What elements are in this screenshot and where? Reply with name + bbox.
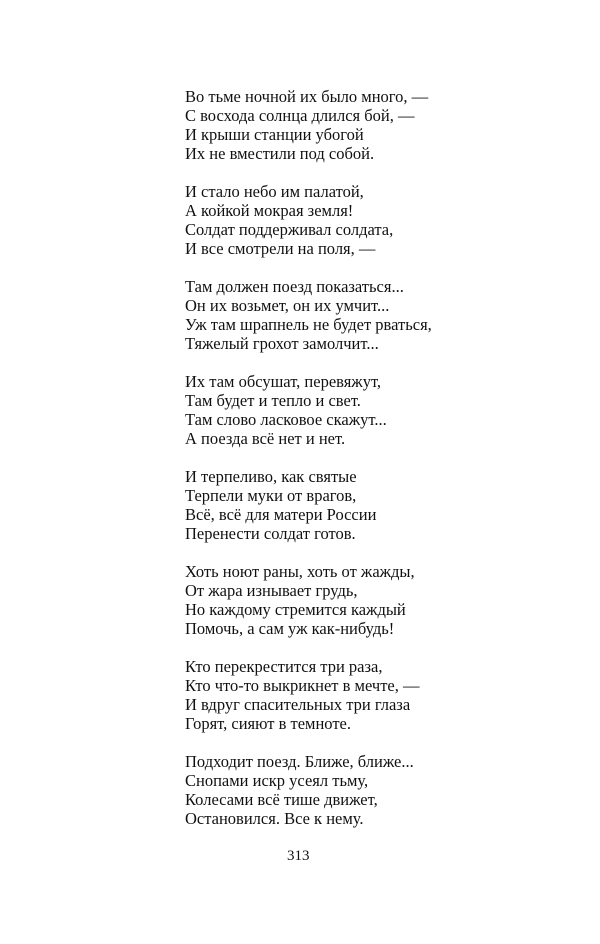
stanza [185,87,432,163]
poem-line: И все смотрели на поля, — [185,239,376,258]
poem-line: Их не вместили под собой. [185,144,375,163]
poem-line: Помочь, а сам уж как-нибудь! [185,619,395,638]
poem-line: Кто что-то выкрикнет в мечте, — [185,676,420,695]
stanza [185,657,432,733]
poem-line: С восхода солнца длился бой, — [185,106,415,125]
poem-line: Колесами всё тише движет, [185,790,378,809]
stanza [185,182,432,258]
poem-line: Кто перекрестится три раза, [185,657,383,676]
poem-line: Тяжелый грохот замолчит... [185,334,379,353]
poem-line: Горят, сияют в темноте. [185,714,351,733]
poem-line: Уж там шрапнель не будет рваться, [185,315,432,334]
stanza [185,752,432,828]
stanza [185,467,432,543]
poem-line: Солдат поддерживал солдата, [185,220,394,239]
poem-line: Там слово ласковое скажут... [185,410,387,429]
poem-line: И крыши станции убогой [185,125,364,144]
poem-line: Подходит поезд. Ближе, ближе... [185,752,414,771]
poem-line: Их там обсушат, перевяжут, [185,372,382,391]
poem-line: Он их возьмет, он их умчит... [185,296,390,315]
poem-line: И вдруг спасительных три глаза [185,695,411,714]
poem-line: Перенести солдат готов. [185,524,356,543]
poem-line: Терпели муки от врагов, [185,486,357,505]
poem-line: Там должен поезд показаться... [185,277,404,296]
poem-line: Всё, всё для матери России [185,505,377,524]
poem-line: Там будет и тепло и свет. [185,391,361,410]
poem-line: Снопами искр усеял тьму, [185,771,369,790]
page-number: 313 [287,848,310,864]
poem-line: И терпеливо, как святые [185,467,357,486]
stanza [185,277,432,353]
poem-line: А койкой мокрая земля! [185,201,354,220]
stanza [185,562,432,638]
poem-line: А поезда всё нет и нет. [185,429,346,448]
poem-line: Во тьме ночной их было много, — [185,87,429,106]
poem-line: Но каждому стремится каждый [185,600,406,619]
poem-line: Хоть ноют раны, хоть от жажды, [185,562,415,581]
poem-text [185,87,432,847]
poem-line: И стало небо им палатой, [185,182,364,201]
stanza [185,372,432,448]
poem-line: От жара изнывает грудь, [185,581,358,600]
poem-line: Остановился. Все к нему. [185,809,364,828]
